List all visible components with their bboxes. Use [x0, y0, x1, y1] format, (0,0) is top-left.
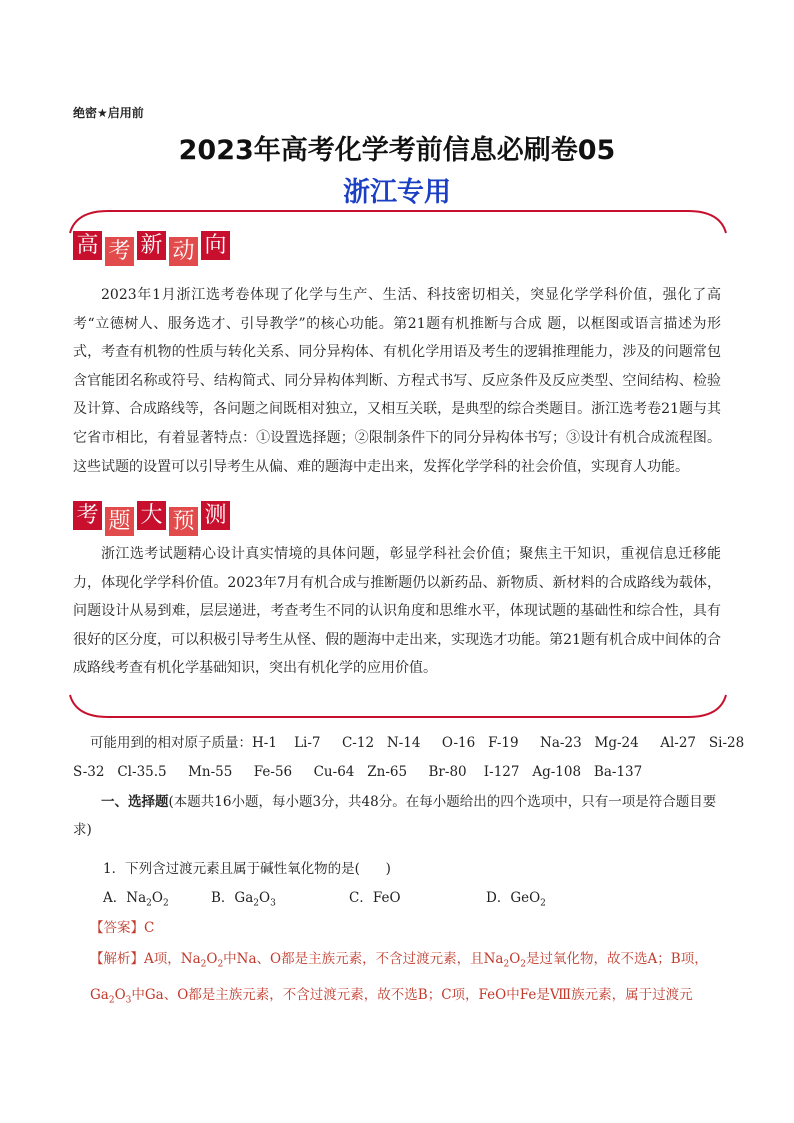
- option-c: C．FeO: [349, 890, 401, 906]
- section-news-text: 2023年1月浙江选考卷体现了化学与生产、生活、科技密切相关，突显化学学科价值，强化了高考“立德树人、服务选才、引导教学”的核心功能。第21题有机推断与合成 题，以框图或语言描述为形式，考查有机物的性质与转化关系、同分异构体、有机化学用语及考生的逻辑推理能力，涉及的问题常包含官能团名称或符号、结构简式、同分异构体判断、方程式书写、反应条件及反应类型、空间结构、检验及计算、合成路线等，各问题之间既相对独立，又相互关联，是典型的综合类题目。浙江选考卷21题与其它省市相比，有着显著特点：①设置选择题；②限制条件下的同分异构体书写；③设计有机合成流程图。这些试题的设置可以引导考生从偏、难的题海中走出来，发挥化学学科的社会价值，实现育人功能。: [73, 287, 721, 475]
- confidential-label: 绝密★启用前: [73, 106, 144, 120]
- heading-char: 考: [105, 237, 134, 266]
- bottom-frame-curve: [68, 693, 728, 723]
- part-one-desc: (本题共16小题，每小题3分，共48分。在每小题给出的四个选项中，只有一项是符合题目要求): [73, 794, 717, 838]
- option-b: B．$Ga_2O_3$: [211, 890, 276, 909]
- atomic-mass-line-1: 可能用到的相对原子质量：H-1 Li-7 C-12 N-14 O-16 F-19 Na-23 Mg-24 Al-27 Si-28: [90, 735, 745, 751]
- section-forecast-text: 浙江选考试题精心设计真实情境的具体问题，彰显学科社会价值；聚焦主干知识，重视信息迁移能力，体现化学学科价值。2023年7月有机合成与推断题仍以新药品、新物质、新材料的合成路线为载体，问题设计从易到难，层层递进，考查考生不同的认识角度和思维水平，体现试题的基础性和综合性，具有很好的区分度，可以积极引导考生从怪、假的题海中走出来，实现选才功能。第21题有机合成中间体的合成路线考查有机化学基础知识，突出有机化学的应用价值。: [73, 546, 721, 677]
- part-one-label: 一、选择题: [101, 794, 169, 810]
- heading-char: 新: [137, 231, 166, 260]
- question-1-answer: [90, 914, 740, 942]
- section-heading-forecast: [73, 501, 233, 537]
- answer-tag: 【答案】: [90, 920, 144, 936]
- analysis-tag: 【解析】: [90, 951, 144, 967]
- heading-char: 大: [137, 501, 166, 530]
- heading-char: 题: [105, 507, 134, 536]
- heading-char: 测: [201, 501, 230, 530]
- part-one-instructions: [73, 788, 721, 844]
- question-1-options: [103, 884, 723, 912]
- heading-char: 考: [73, 501, 102, 530]
- heading-char: 向: [201, 231, 230, 260]
- page-title: 2023年高考化学考前信息必刷卷05: [178, 135, 616, 166]
- page-subtitle: 浙江专用: [343, 177, 451, 208]
- atomic-mass-line-2: S-32 Cl-35.5 Mn-55 Fe-56 Cu-64 Zn-65 Br-80 I-127 Ag-108 Ba-137: [73, 764, 643, 780]
- option-a: A．$Na_2O_2$: [103, 890, 169, 909]
- option-d: D．GeO$_2$: [486, 890, 546, 909]
- question-1-stem: 1．下列含过渡元素且属于碱性氧化物的是( ): [103, 861, 391, 877]
- heading-char: 高: [73, 231, 102, 260]
- answer-value: C: [144, 920, 155, 936]
- section-heading-news: [73, 231, 233, 267]
- heading-char: 动: [169, 237, 198, 266]
- question-1-analysis: 【解析】A项，$Na_2O_2$中Na、O都是主族元素，不含过渡元素，且$Na_2O_2$是过氧化物，故不选A；B项，$Ga_2O_3$中Ga、O都是主族元素，不含过渡元素，故不选B；C项，FeO中Fe是Ⅷ族元素，属于过渡元: [90, 951, 708, 1006]
- heading-char: 预: [169, 507, 198, 536]
